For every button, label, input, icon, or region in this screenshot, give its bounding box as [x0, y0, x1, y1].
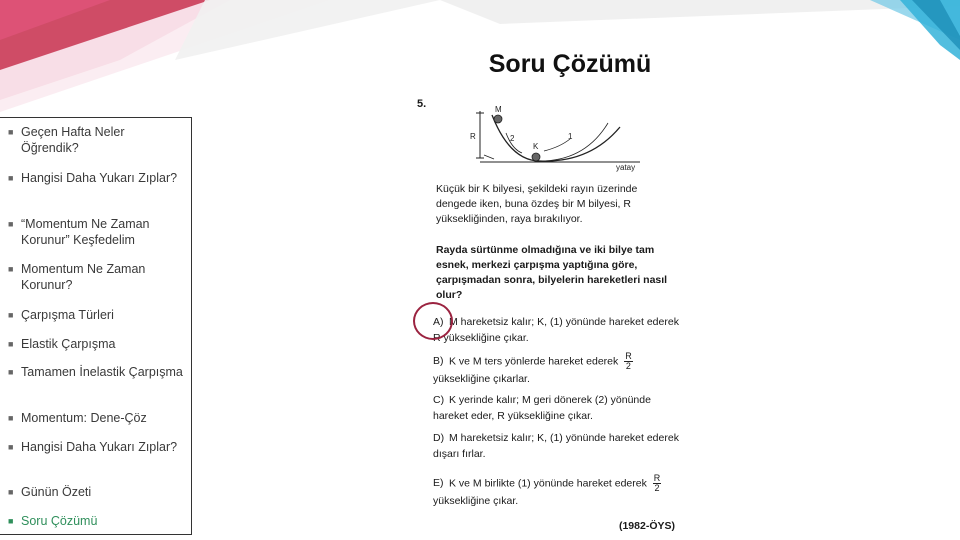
- outline-item-label: Momentum Ne Zaman Korunur?: [21, 262, 146, 292]
- option-a[interactable]: [433, 314, 683, 346]
- outline-item-label: Günün Özeti: [21, 485, 92, 499]
- option-letter: B): [433, 355, 444, 368]
- option-text-after: yüksekliğine çıkarlar.: [433, 373, 530, 385]
- outline-item-carpisma-turleri[interactable]: [8, 307, 185, 323]
- option-letter: C): [433, 394, 445, 406]
- bullet-icon: ■: [8, 173, 14, 183]
- outline-item-label: Soru Çözümü: [21, 514, 98, 528]
- bullet-icon: ■: [8, 442, 14, 452]
- option-letter: A): [433, 316, 444, 328]
- bullet-icon: ■: [8, 367, 14, 377]
- option-e[interactable]: [433, 474, 683, 509]
- outline-item-label: Geçen Hafta Neler Öğrendik?: [21, 125, 125, 155]
- option-d[interactable]: [433, 430, 683, 462]
- label-1: 1: [568, 132, 573, 141]
- outline-item-label: Momentum: Dene-Çöz: [21, 411, 147, 425]
- bullet-icon: ■: [8, 487, 14, 497]
- question-intro: Küçük bir K bilyesi, şekildeki rayın üzerinde dengede iken, buna özdeş bir M bilyesi, R yüksekliğinden, raya bırakılıyor.: [436, 183, 638, 225]
- option-text: M hareketsiz kalır; K, (1) yönünde hareket ederek dışarı fırlar.: [433, 432, 679, 460]
- option-b[interactable]: [433, 352, 683, 387]
- outline-item-gecen-hafta[interactable]: [8, 124, 185, 156]
- outline-item-elastik-carpisma[interactable]: [8, 336, 185, 352]
- option-c[interactable]: [433, 392, 683, 424]
- outline-panel: [0, 117, 192, 535]
- bullet-icon: ■: [8, 219, 14, 229]
- option-text: M hareketsiz kalır; K, (1) yönünde hareket ederek R yüksekliğine çıkar.: [433, 316, 679, 344]
- label-yatay: yatay: [616, 163, 636, 172]
- fraction: $\frac{R}{2}$: [653, 473, 661, 493]
- outline-item-label: “Momentum Ne Zaman Korunur” Keşfedelim: [21, 217, 150, 247]
- fraction: $\frac{R}{2}$: [625, 351, 632, 371]
- slide-title: Soru Çözümü: [488, 50, 652, 78]
- bullet-icon: ■: [8, 310, 14, 320]
- outline-item-label: Hangisi Daha Yukarı Zıplar?: [21, 440, 178, 454]
- option-text: K yerinde kalır; M geri dönerek (2) yönünde hareket eder, R yüksekliğine çıkar.: [433, 394, 651, 422]
- label-2: 2: [510, 134, 515, 143]
- bullet-icon: ■: [8, 516, 14, 526]
- question-image: [415, 98, 685, 540]
- outline-item-inelastik-carpisma[interactable]: [8, 364, 185, 380]
- outline-item-dene-coz[interactable]: [8, 410, 185, 426]
- outline-item-hangisi-zıplar[interactable]: [8, 170, 185, 186]
- option-letter: E): [433, 477, 444, 490]
- outline-item-soru-cozumu[interactable]: [8, 513, 185, 529]
- option-text: K ve M ters yönlerde hareket ederek: [449, 355, 619, 368]
- outline-item-label: Hangisi Daha Yukarı Zıplar?: [21, 171, 178, 185]
- answer-highlight-circle: [413, 302, 453, 340]
- outline-item-gunun-ozeti[interactable]: [8, 484, 185, 500]
- question-number: 5.: [417, 98, 427, 110]
- label-R: R: [470, 132, 476, 141]
- option-letter: D): [433, 432, 445, 444]
- outline-item-label: Çarpışma Türleri: [21, 308, 114, 322]
- label-K: K: [533, 142, 539, 151]
- outline-item-hangisi-zıplar-2[interactable]: [8, 439, 185, 455]
- outline-item-label: Tamamen İnelastik Çarpışma: [21, 365, 183, 379]
- outline-item-momentum-kesfedelim[interactable]: [8, 216, 185, 248]
- outline-item-label: Elastik Çarpışma: [21, 337, 116, 351]
- bullet-icon: ■: [8, 127, 14, 137]
- option-text-after: yüksekliğine çıkar.: [433, 495, 519, 507]
- rail-diagram: [470, 103, 670, 173]
- bullet-icon: ■: [8, 264, 14, 274]
- option-text: K ve M birlikte (1) yönünde hareket ederek: [449, 477, 647, 490]
- outline-item-momentum-korunur[interactable]: [8, 261, 185, 293]
- question-source: (1982-ÖYS): [618, 520, 675, 532]
- question-prompt: Rayda sürtünme olmadığına ve iki bilye tam esnek, merkezi çarpışma yaptığına göre, çarpışmadan sonra, bilyelerin hareketleri nasıl olur?: [436, 244, 668, 301]
- label-M: M: [495, 105, 502, 114]
- bullet-icon: ■: [8, 413, 14, 423]
- bullet-icon: ■: [8, 339, 14, 349]
